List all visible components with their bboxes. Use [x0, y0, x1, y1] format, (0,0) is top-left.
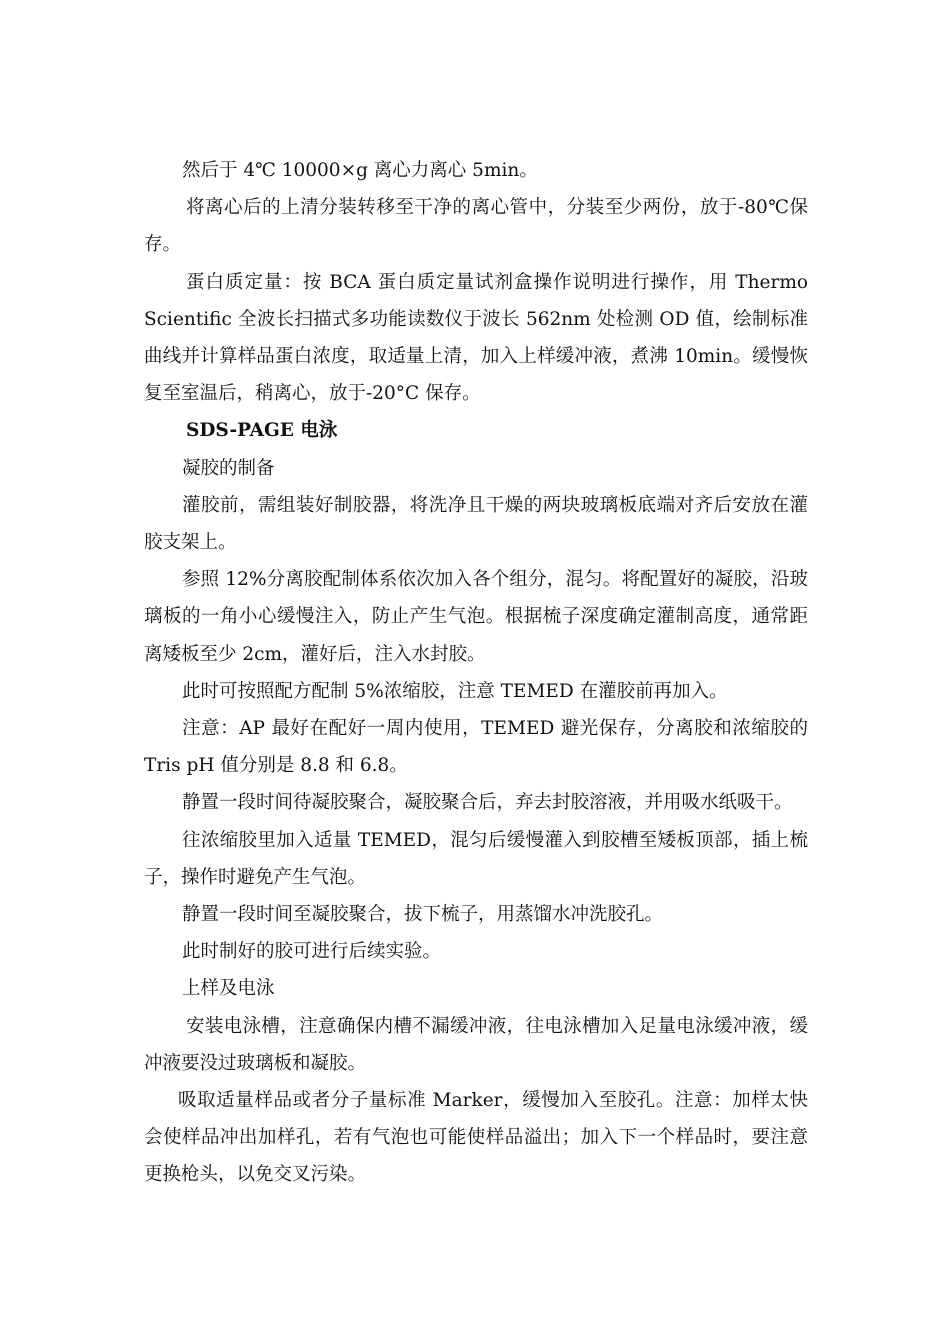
- document-body: [144, 152, 808, 1194]
- section-heading-sds-page: SDS-PAGE 电泳: [186, 420, 338, 442]
- paragraph-gel-ready: 此时制好的胶可进行后续实验。: [182, 941, 442, 963]
- paragraph-gel-casting-setup: 灌胶前，需组装好制胶器，将洗净且干燥的两块玻璃板底端对齐后安放在灌胶支架上。: [144, 494, 808, 554]
- paragraph-add-temed-comb: 往浓缩胶里加入适量 TEMED，混匀后缓慢灌入到胶槽至矮板顶部，插上梳子，操作时避免产生气泡。: [144, 829, 808, 888]
- paragraph-sample-loading: 吸取适量样品或者分子量标准 Marker，缓慢加入至胶孔。注意：加样太快会使样品冲出加样孔，若有气泡也可能使样品溢出；加入下一个样品时，要注意更换枪头，以免交叉污染。: [144, 1090, 808, 1186]
- paragraph-centrifuge-step: 然后于 4℃ 10000×g 离心力离心 5min。: [182, 160, 538, 181]
- paragraph-gel-polymerization: 静置一段时间待凝胶聚合，凝胶聚合后，弃去封胶溶液，并用吸水纸吸干。: [182, 792, 793, 814]
- paragraph-stacking-gel: 此时可按照配方配制 5%浓缩胶，注意 TEMED 在灌胶前再加入。: [182, 680, 728, 702]
- paragraph-remove-comb: 静置一段时间至凝胶聚合，拔下梳子，用蒸馏水冲洗胶孔。: [182, 904, 664, 926]
- paragraph-separating-gel: 参照 12%分离胶配制体系依次加入各个组分，混匀。将配置好的凝胶，沿玻璃板的一角小心缓慢注入，防止产生气泡。根据梳子深度确定灌制高度，通常距离矮板至少 2cm，灌好后，注入水封胶。: [144, 569, 808, 665]
- subheading-loading-electrophoresis: 上样及电泳: [182, 978, 275, 1000]
- paragraph-note-ap-temed: 注意：AP 最好在配好一周内使用，TEMED 避光保存，分离胶和浓缩胶的 Tris pH 值分别是 8.8 和 6.8。: [144, 718, 808, 777]
- paragraph-install-tank: 安装电泳槽，注意确保内槽不漏缓冲液，往电泳槽加入足量电泳缓冲液，缓冲液要没过玻璃板和凝胶。: [144, 1015, 808, 1074]
- paragraph-supernatant-storage: 将离心后的上清分装转移至干净的离心管中，分装至少两份，放于-80℃保存。: [144, 197, 808, 256]
- paragraph-protein-quantification: 蛋白质定量：按 BCA 蛋白质定量试剂盒操作说明进行操作，用 Thermo Scientific 全波长扫描式多功能读数仪于波长 562nm 处检测 OD 值，绘制标准曲线并计算样品蛋白浓度，取适量上清，加入上样缓冲液，煮沸 10min。缓慢恢复至室温后，稍离心，放于-20°C 保存。: [144, 271, 808, 405]
- subheading-gel-preparation: 凝胶的制备: [182, 457, 275, 479]
